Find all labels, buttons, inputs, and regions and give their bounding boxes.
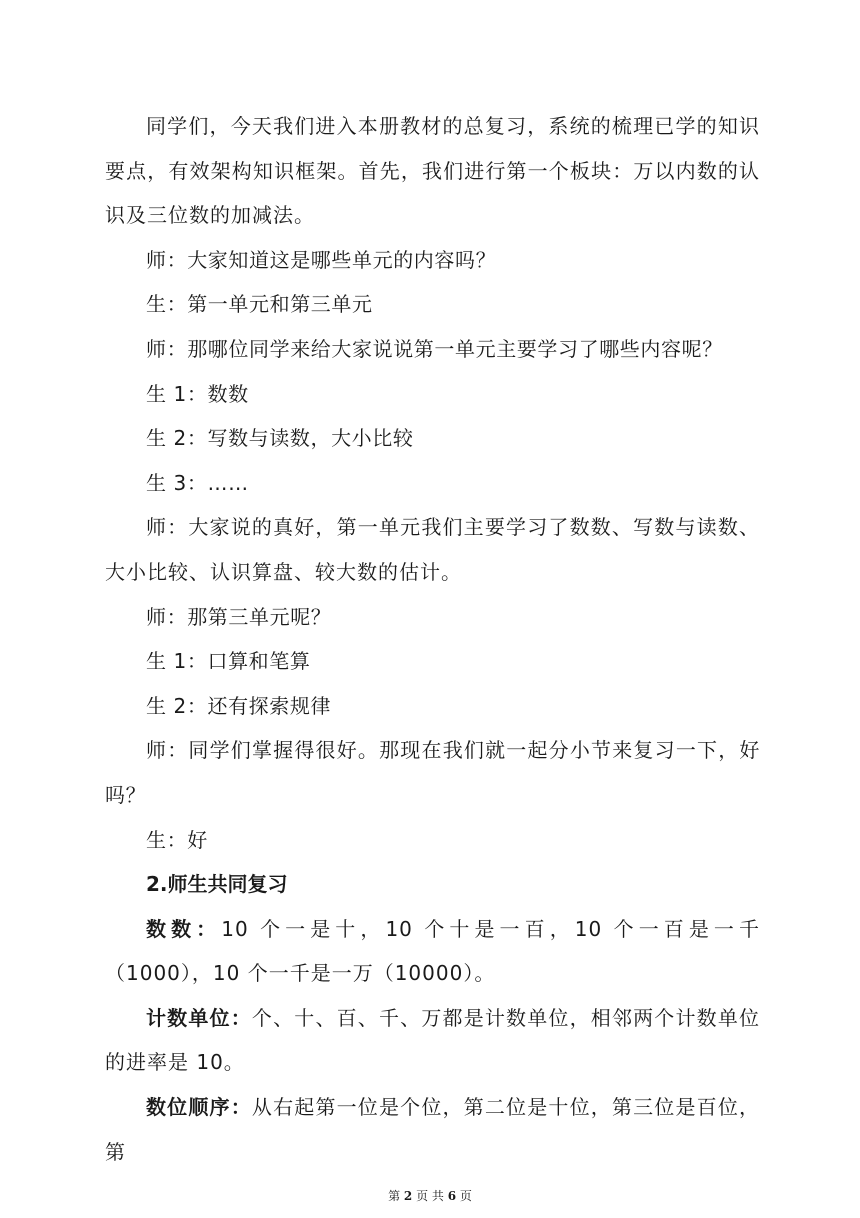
dialogue-line: 生 3：……: [146, 470, 249, 495]
dialogue-line: 生 1：口算和笔算: [146, 649, 311, 674]
section-heading: 2.师生共同复习: [146, 872, 288, 897]
dialogue-line: 师：大家知道这是哪些单元的内容吗？: [146, 247, 497, 272]
definition-text: 从右起第一位是个位，第二位是十位，第三位是百位，第: [105, 1095, 761, 1164]
footer-prefix: 第: [388, 1189, 404, 1203]
dialogue-line: 师：那哪位同学来给大家说说第一单元主要学习了哪些内容呢？: [146, 336, 723, 361]
total-page-number: 6: [447, 1189, 457, 1203]
dialogue-line: 生 2：写数与读数，大小比较: [146, 426, 414, 451]
dialogue-line: 生：第一单元和第三单元: [146, 292, 373, 317]
definition-text: 10 个一是十，10 个十是一百，10 个一百是一千（1000），10 个一千是一万（10000）。: [105, 916, 761, 986]
intro-paragraph: 同学们，今天我们进入本册教材的总复习，系统的梳理已学的知识要点，有效架构知识框架。首先，我们进行第一个板块：万以内数的认识及三位数的加减法。: [105, 114, 760, 228]
definition-paragraph: [105, 907, 760, 996]
page-footer: [0, 1188, 860, 1204]
definition-paragraph: [105, 1085, 760, 1174]
dialogue-line: 师：那第三单元呢？: [146, 604, 332, 629]
definition-text: 个、十、百、千、万都是计数单位，相邻两个计数单位的进率是 10。: [105, 1005, 761, 1075]
dialogue-line: 师：大家说的真好，第一单元我们主要学习了数数、写数与读数、大小比较、认识算盘、较大数的估计。: [105, 515, 760, 584]
footer-middle: 页 共: [412, 1189, 448, 1203]
definition-term: 数数：: [146, 916, 222, 941]
definition-term: 数位顺序：: [146, 1095, 252, 1120]
document-body: [105, 104, 760, 1174]
current-page-number: 2: [403, 1189, 413, 1203]
dialogue-line: 生 1：数数: [146, 381, 249, 406]
dialogue-line: 生：好: [146, 827, 208, 852]
dialogue-line: 生 2：还有探索规律: [146, 693, 332, 718]
dialogue-line: 师：同学们掌握得很好。那现在我们就一起分小节来复习一下，好吗？: [105, 738, 760, 807]
definition-term: 计数单位：: [146, 1005, 252, 1030]
definition-paragraph: [105, 996, 760, 1085]
footer-suffix: 页: [456, 1189, 472, 1203]
